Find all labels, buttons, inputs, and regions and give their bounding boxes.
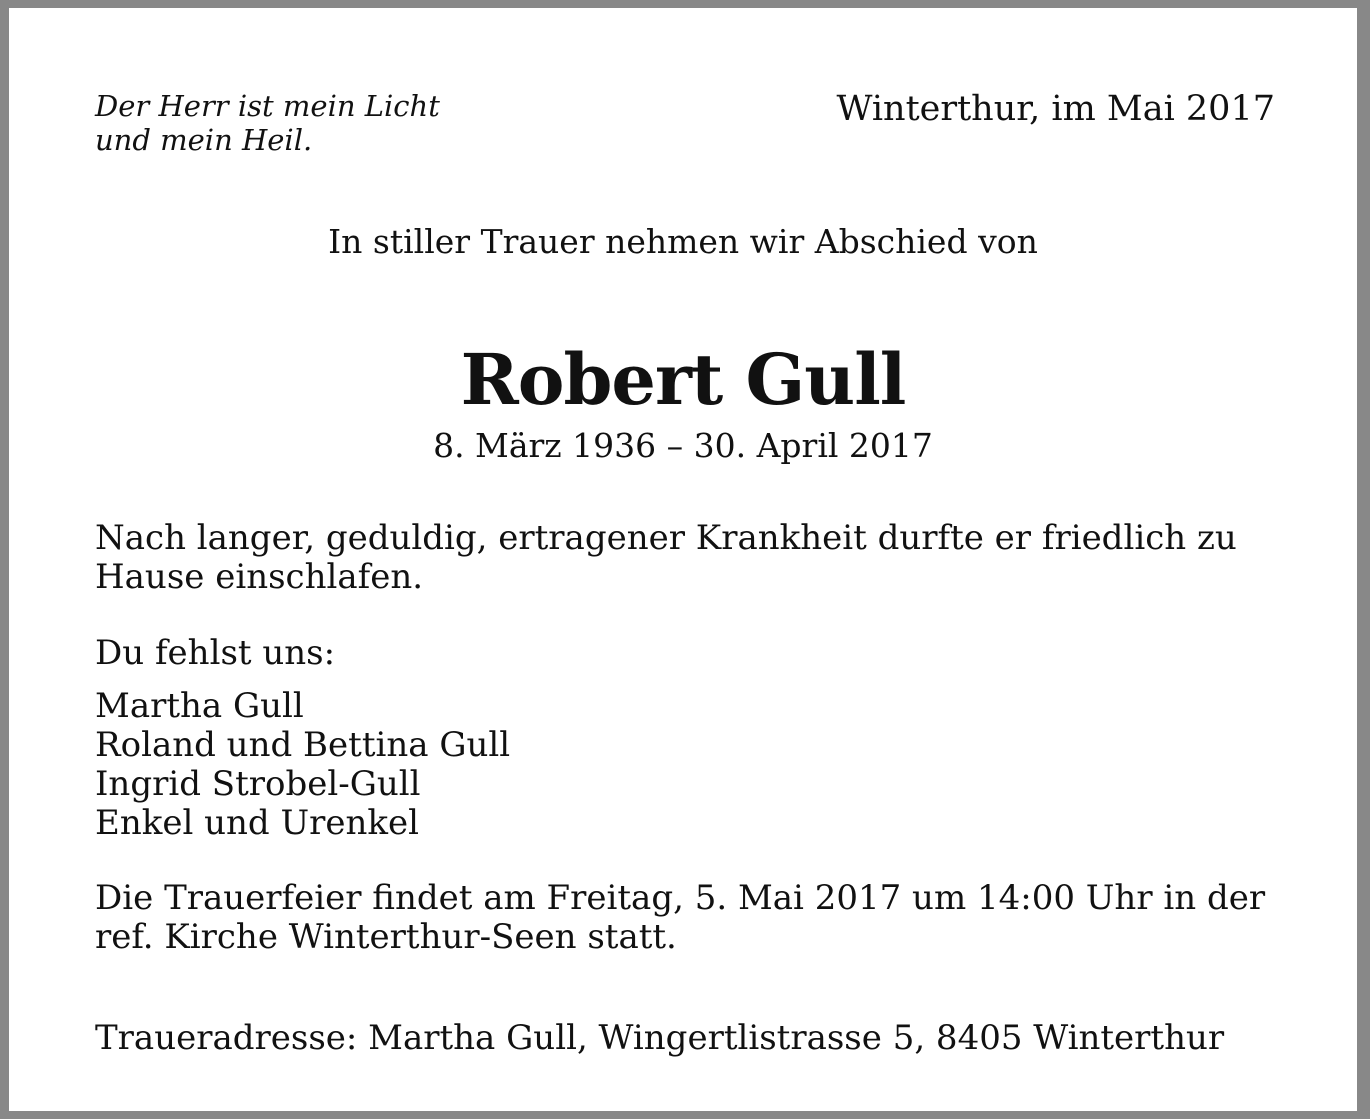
service-line-1: Die Trauerfeier findet am Freitag, 5. Mai 2017 um 14:00 Uhr in der: [95, 878, 1266, 918]
bible-verse: [95, 89, 440, 157]
funeral-service-info: [95, 879, 1265, 957]
life-dates: 8. März 1936 – 30. April 2017: [433, 426, 933, 465]
bible-verse-line-2: und mein Heil.: [95, 123, 313, 157]
mourning-address: Traueradresse: Martha Gull, Wingertlistrasse 5, 8405 Winterthur: [95, 1018, 1225, 1058]
mourner-name: Enkel und Urenkel: [95, 803, 420, 843]
message-line-2: Hause einschlafen.: [95, 557, 424, 597]
service-line-2: ref. Kirche Winterthur-Seen statt.: [95, 917, 677, 957]
mourners-label: Du fehlst uns:: [95, 633, 336, 673]
deceased-name: Robert Gull: [460, 338, 906, 421]
mourner-name: Roland und Bettina Gull: [95, 725, 511, 765]
message-line-1: Nach langer, geduldig, ertragener Krankheit durfte er friedlich zu: [95, 518, 1237, 558]
intro-text: In stiller Trauer nehmen wir Abschied von: [328, 222, 1038, 261]
bible-verse-line-1: Der Herr ist mein Licht: [95, 89, 440, 123]
mourner-name: Ingrid Strobel-Gull: [95, 764, 421, 804]
place-and-date: Winterthur, im Mai 2017: [836, 89, 1275, 129]
mourner-name: Martha Gull: [95, 686, 304, 726]
message-paragraph: [95, 519, 1237, 597]
mourners-list: [95, 687, 510, 843]
